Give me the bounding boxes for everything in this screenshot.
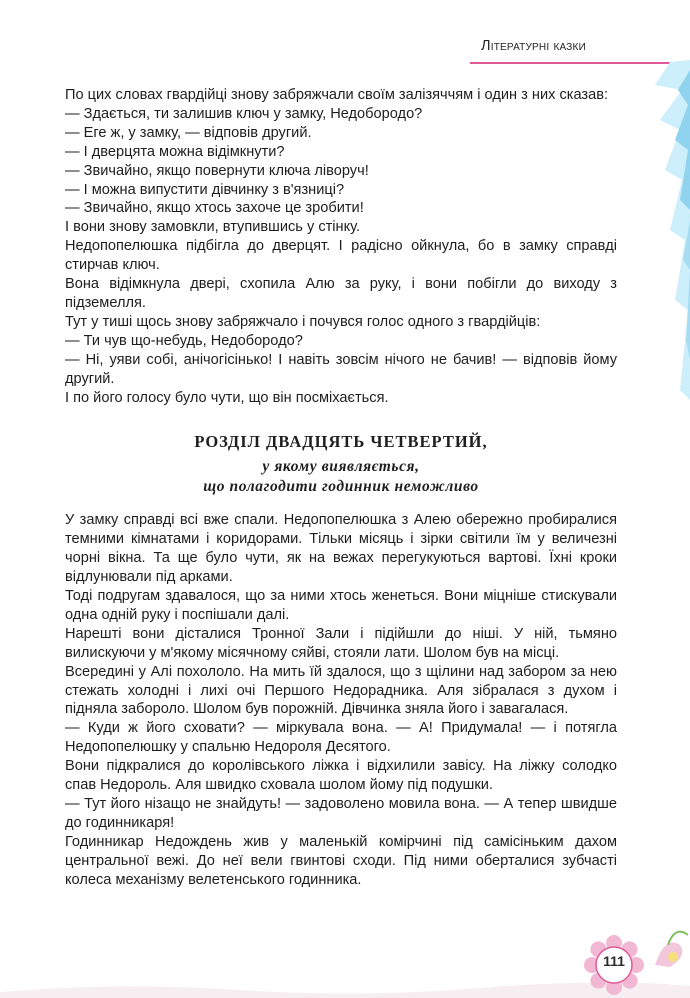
paragraph: — Тут його нізащо не знайдуть! — задоволено мовила вона. — А тепер швидше до годинникаря! (65, 796, 617, 831)
page-number: 111 (603, 953, 625, 969)
paragraph: — І дверцята можна відімкнути? (65, 143, 285, 160)
paragraph: — Здається, ти залишив ключ у замку, Недобородо? (65, 105, 423, 122)
chapter-heading (65, 431, 617, 497)
flower-icon (640, 905, 690, 998)
paragraph: — Ні, уяви собі, анічогісінько! І навіть зовсім нічого не бачив! — відповів йому другий. (65, 351, 617, 387)
paragraph: Тоді подругам здавалося, що за ними хтось женеться. Вони міцніше стискували одна одній руку і поспішали далі. (65, 588, 617, 623)
section-title: Літературні казки (481, 38, 586, 54)
paragraph: Вони підкралися до королівського ліжка і відхилили завісу. На ліжку солодко спав Недороль. Аля швидко сховала шолом йому під подушки. (65, 758, 617, 794)
paragraph: — Куди ж його сховати? — міркувала вона. — А! Придумала! — і потягла Недопопелюшку у спальню Недороля Десятого. (65, 720, 617, 756)
paragraph: — Звичайно, якщо хтось захоче це зробити! (65, 200, 364, 217)
paragraph: Нарешті вони дісталися Тронної Зали і підійшли до ніші. У ній, тьмяно вилискуючи у м'якому місячному сяйві, стояли лати. Шолом був на місці. (65, 625, 617, 661)
paragraph: — І можна випустити дівчинку з в'язниці? (65, 181, 345, 198)
paragraph: — Ти чув що-небудь, Недобородо? (65, 332, 303, 349)
chapter-title: РОЗДІЛ ДВАДЦЯТЬ ЧЕТВЕРТИЙ, (194, 432, 488, 452)
paragraph: По цих словах гвардійці знову забряжчали своїм залізяччям і один з них сказав: (65, 87, 609, 103)
paragraph: Годинникар Недождень жив у маленькій комірчині під самісіньким дахом центральної вежі. До неї вели гвинтові сходи. Під ними оберталися зубчасті колеса механізму велетенського годинника. (65, 833, 617, 888)
chapter-subtitle-line2: що полагодити годинник неможливо (203, 478, 479, 496)
ribbon-decoration (620, 60, 690, 520)
paragraph: Вона відімкнула двері, схопила Алю за руку, і вони побігли до виходу з підземелля. (65, 276, 617, 311)
top-text-block (65, 86, 617, 407)
bottom-text-block (65, 511, 617, 889)
paragraph: — Еге ж, у замку, — відповів другий. (65, 124, 312, 141)
chapter-subtitle-line1: у якому виявляється, (262, 458, 420, 476)
paragraph: Тут у тиші щось знову забряжчало і почувся голос одного з гвардійців: (65, 313, 541, 330)
paragraph: — Звичайно, якщо повернути ключа ліворуч! (65, 162, 369, 179)
paragraph: І по його голосу було чути, що він посміхається. (65, 389, 389, 406)
paragraph: Всередині у Алі похололо. На мить їй здалося, що з щілини над забором за нею стежать холодні і лихі очі Першого Недорадника. Аля зібралася з духом і підняла заборолo. Шолом був порожній. Дівчинка зняла його і завагалася. (65, 663, 617, 718)
paragraph: І вони знову замовкли, втупившись у стінку. (65, 219, 361, 236)
paragraph: У замку справді всі вже спали. Недопопелюшка з Алею обережно пробиралися темними кімнатами і коридорами. Тільки місяць і зірки світили їм у величезні чорні вікна. Та ще було чути, як на вежах перегукуються вартові. Їхні кроки відлунювали під арками. (65, 512, 617, 586)
paragraph: Недопопелюшка підбігла до дверцят. І радісно ойкнула, бо в замку справді стирчав ключ. (65, 238, 617, 274)
page-content (65, 86, 617, 890)
